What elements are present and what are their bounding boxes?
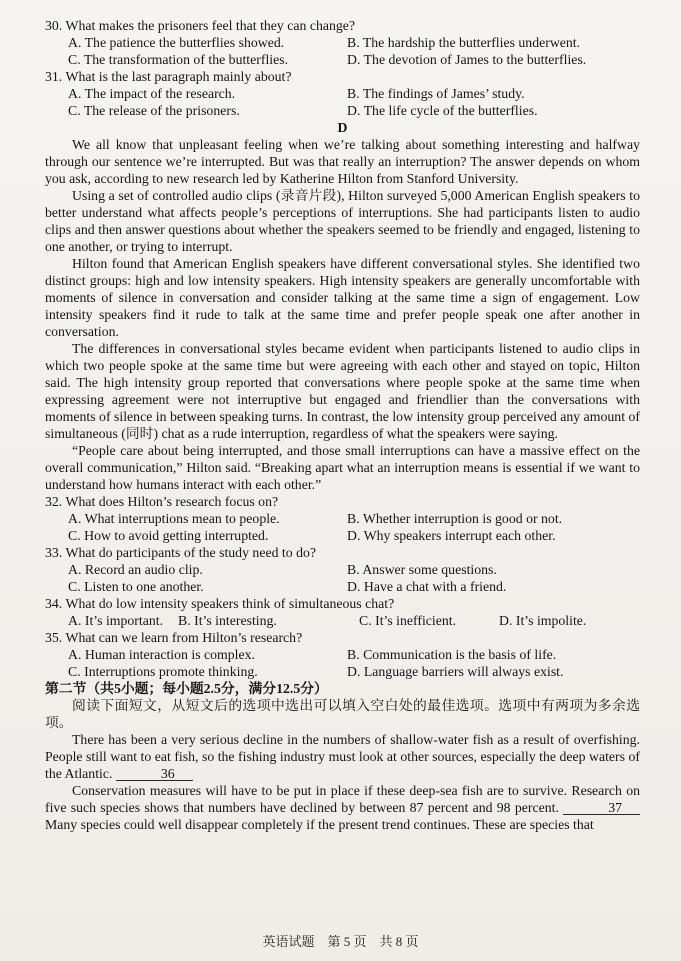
passage-d-paragraph-4: The differences in conversational styles became evident when participants listened to audio clips in which two people spoke at the same time but were agreeing with each other and stayed on topic, Hilton said. The high intensity group reported that conversations where people spoke at the same time when expressing agreement were not interruptive but engaged and friendlier than the conversations with moments of silence in between speaking turns. In contrast, the low intensity group perceived any amount of simultaneous (同时) chat as a rude interruption, regardless of what the speakers were saying. [45,341,640,441]
question-33-options [68,561,640,595]
question-32-text: What does Hilton’s research focus on? [65,494,279,509]
question-31-number: 31. [45,69,63,84]
option-35-b: B. Communication is the basis of life. [347,647,557,662]
option-31-a: A. The impact of the research. [68,86,236,101]
cloze-paragraph-2-text-2: Many species could well disappear completely if the present trend continues. These are species that [45,817,594,832]
cloze-paragraph-1 [45,731,640,782]
option-35-c: C. Interruptions promote thinking. [68,664,258,679]
passage-d-paragraph-3: Hilton found that American English speakers have different conversational styles. She identified two distinct groups: high and low intensity speakers. High intensity speakers are generally uncomfortable with moments of silence in conversation and consider talking at the same time a sign of engagement. Low intensity speakers find it rude to talk at the same time and prefer people speak one after another in conversation. [45,256,640,339]
option-32-c: C. How to avoid getting interrupted. [68,528,269,543]
question-33-number: 33. [45,545,63,560]
option-33-b: B. Answer some questions. [347,562,497,577]
question-35 [45,629,640,680]
question-33-stem [45,544,640,561]
question-32-number: 32. [45,494,63,509]
question-32-options [68,510,640,544]
blank-36: 36 [116,767,193,781]
option-30-a: A. The patience the butterflies showed. [68,35,285,50]
option-35-a: A. Human interaction is complex. [68,647,255,662]
question-32 [45,493,640,544]
question-34-options [68,612,640,629]
passage-d-paragraph-2: Using a set of controlled audio clips (录音片段), Hilton surveyed 5,000 American English speakers to better understand what affects people’s perceptions of interruptions. She had participants listen to audio clips and then answer questions about whether the speakers seemed to be friendly and engaged, listening to one another, or trying to interrupt. [45,188,640,254]
question-35-number: 35. [45,630,63,645]
section-2-instruction: 阅读下面短文，从短文后的选项中选出可以填入空白处的最佳选项。选项中有两项为多余选项。 [45,698,640,730]
option-30-d: D. The devotion of James to the butterflies. [347,52,587,67]
cloze-paragraph-2 [45,782,640,833]
question-33-text: What do participants of the study need to do? [65,545,317,560]
option-35-d: D. Language barriers will always exist. [347,664,564,679]
section-2-heading: 第二节（共5小题；每小题2.5分，满分12.5分） [45,681,328,696]
option-34-b: B. It’s interesting. [178,613,277,628]
passage-d-paragraph-5: “People care about being interrupted, and those small interruptions can have a massive effect on the overall communication,” Hilton said. “Breaking apart what an interruption means is essential if we want to understand how humans interact with each other.” [45,443,640,492]
option-31-b: B. The findings of James’ study. [347,86,525,101]
question-31 [45,68,640,119]
option-32-d: D. Why speakers interrupt each other. [347,528,556,543]
question-31-text: What is the last paragraph mainly about? [65,69,292,84]
option-32-a: A. What interruptions mean to people. [68,511,280,526]
cloze-paragraph-1-text: There has been a very serious decline in the numbers of shallow-water fish as a result of overfishing. People still want to eat fish, so the fishing industry must look at other sources, especially the deep waters of the Atlantic. [45,732,640,781]
option-34-a: A. It’s important. [68,613,164,628]
question-31-stem [45,68,640,85]
question-30-options [68,34,640,68]
question-30-number: 30. [45,18,63,33]
question-34-stem [45,595,640,612]
question-30 [45,17,640,68]
option-33-a: A. Record an audio clip. [68,562,203,577]
page-footer: 英语试题 第 5 页 共 8 页 [262,934,419,949]
blank-37: 37 [563,801,640,815]
question-34-number: 34. [45,596,63,611]
question-30-text: What makes the prisoners feel that they can change? [65,18,356,33]
option-33-c: C. Listen to one another. [68,579,204,594]
question-30-stem [45,17,640,34]
passage-d-paragraph-1: We all know that unpleasant feeling when we’re talking about something interesting and halfway through our sentence we’re interrupted. But was that really an interruption? The answer depends on whom you ask, according to new research led by Katherine Hilton from Stanford University. [45,137,640,186]
option-31-d: D. The life cycle of the butterflies. [347,103,538,118]
question-34-text: What do low intensity speakers think of simultaneous chat? [65,596,395,611]
question-32-stem [45,493,640,510]
question-31-options [68,85,640,119]
question-34 [45,595,640,629]
option-34-d: D. It’s impolite. [499,613,587,628]
option-30-b: B. The hardship the butterflies underwent. [347,35,581,50]
question-35-stem [45,629,640,646]
option-31-c: C. The release of the prisoners. [68,103,240,118]
question-35-options [68,646,640,680]
passage-d-label: D [337,120,348,135]
cloze-paragraph-2-text-1: Conservation measures will have to be put in place if these deep-sea fish are to survive. Research on five such species shows that numbers have declined by between 87 percent and 98 percent. [45,783,640,815]
option-34-c: C. It’s inefficient. [359,613,457,628]
option-30-c: C. The transformation of the butterflies. [68,52,289,67]
question-33 [45,544,640,595]
option-33-d: D. Have a chat with a friend. [347,579,507,594]
option-32-b: B. Whether interruption is good or not. [347,511,563,526]
question-35-text: What can we learn from Hilton’s research? [65,630,303,645]
